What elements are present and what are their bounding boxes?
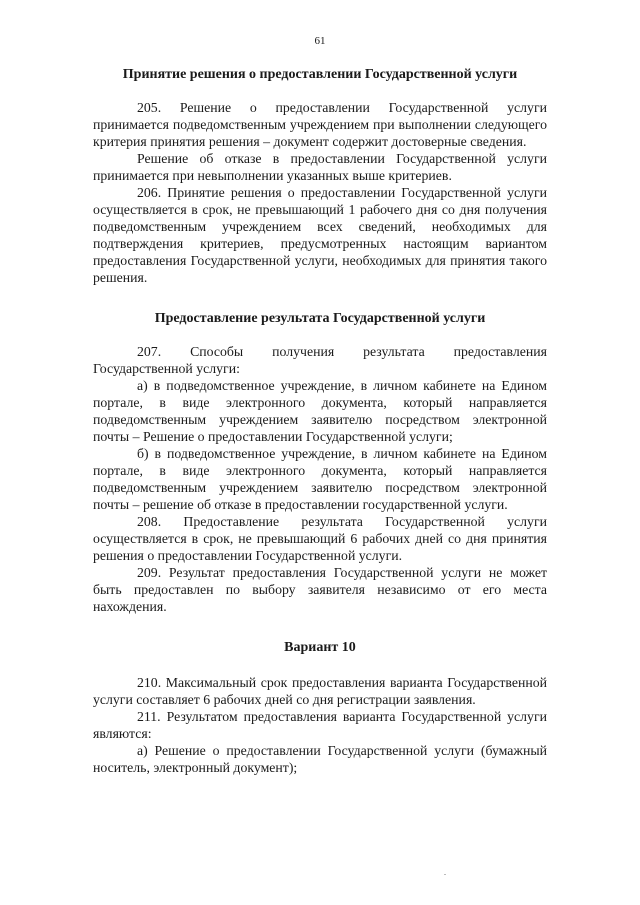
list-item: а) Решение о предоставлении Государственной услуги (бумажный носитель, электронный документ);: [93, 743, 547, 775]
scan-speck: [444, 874, 446, 875]
page-number: 61: [314, 35, 326, 47]
list-item: б) в подведомственное учреждение, в личном кабинете на Едином портале, в виде электронного документа, который направляется подведомственным учреждением заявителю посредством электронной почты – решение об отказе в предоставлении государственной услуги.: [93, 446, 547, 512]
list-item: а) в подведомственное учреждение, в личном кабинете на Едином портале, в виде электронного документа, который направляется подведомственным учреждением заявителю посредством электронной почты – Решение о предоставлении Государственной услуги;: [93, 378, 547, 444]
paragraph: 209. Результат предоставления Государственной услуги не может быть предоставлен по выбору заявителя независимо от его места нахождения.: [93, 565, 547, 614]
paragraph: 211. Результатом предоставления варианта Государственной услуги являются:: [93, 709, 547, 741]
section-heading: Вариант 10: [284, 640, 356, 655]
paragraph: Решение об отказе в предоставлении Государственной услуги принимается при невыполнении указанных выше критериев.: [93, 151, 547, 183]
paragraph: 207. Способы получения результата предоставления Государственной услуги:: [93, 344, 547, 376]
section-heading: Принятие решения о предоставлении Государственной услуги: [122, 67, 518, 82]
paragraph: 206. Принятие решения о предоставлении Государственной услуги осуществляется в срок, не превышающий 1 рабочего дня со дня получения подведомственным учреждением всех сведений, необходимых для подтверждения критериев, предусмотренных настоящим вариантом предоставления Государственной услуги, необходимых для принятия такого решения.: [93, 185, 547, 285]
paragraph: 208. Предоставление результата Государственной услуги осуществляется в срок, не превышающий 6 рабочих дней со дня принятия решения о предоставлении Государственной услуги.: [93, 514, 547, 563]
page-content: [93, 66, 547, 776]
paragraph: 210. Максимальный срок предоставления варианта Государственной услуги составляет 6 рабочих дней со дня регистрации заявления.: [93, 675, 547, 707]
section-heading: Предоставление результата Государственной услуги: [154, 311, 486, 326]
paragraph: 205. Решение о предоставлении Государственной услуги принимается подведомственным учреждением при выполнении следующего критерия принятия решения – документ содержит достоверные сведения.: [93, 100, 547, 149]
